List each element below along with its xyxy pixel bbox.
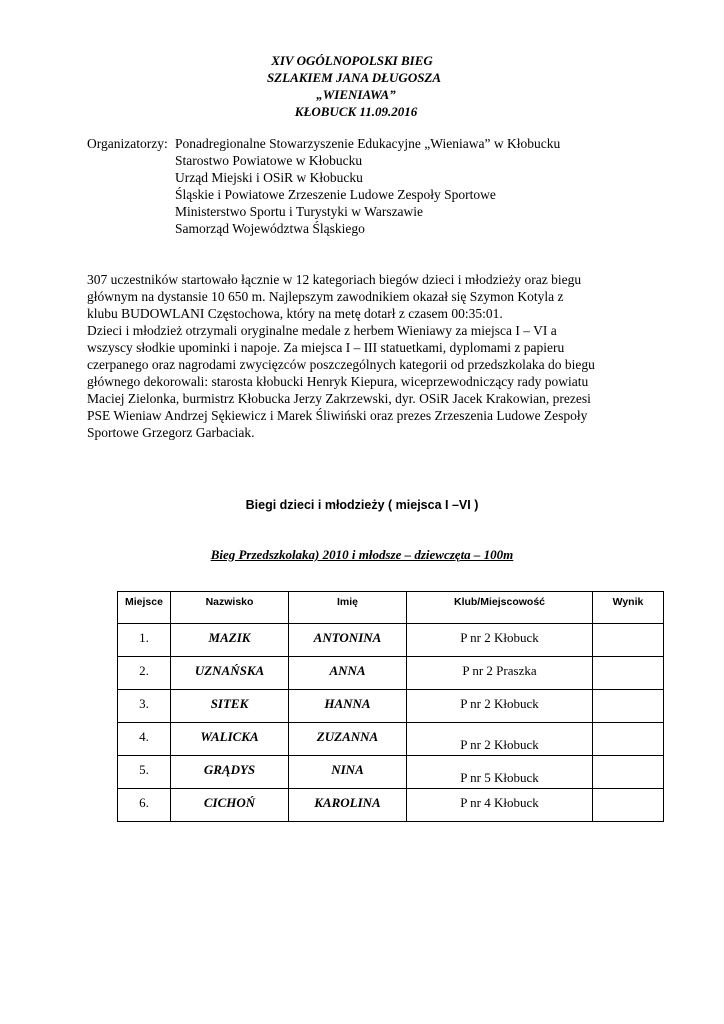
category-title: Bieg Przedszkolaka) 2010 i młodsze – dziewczęta – 100m — [210, 547, 514, 562]
results-table — [117, 591, 664, 822]
organizers-label: Organizatorzy: — [87, 136, 168, 151]
cell-result — [593, 624, 664, 657]
summary-line: PSE Wieniaw Andrzej Sękiewicz i Marek Śliwiński oraz prezes Zrzeszenia Ludowe Zespoły — [87, 408, 588, 423]
header-surname: Nazwisko — [171, 592, 289, 624]
cell-club: P nr 2 Kłobuck — [407, 690, 593, 723]
cell-result — [593, 789, 664, 822]
cell-club: P nr 4 Kłobuck — [407, 789, 593, 822]
organizer-item: Starostwo Powiatowe w Kłobucku — [175, 153, 363, 168]
cell-surname: UZNAŃSKA — [171, 657, 289, 690]
cell-name: HANNA — [289, 690, 407, 723]
cell-club: P nr 5 Kłobuck — [407, 756, 593, 789]
cell-name: NINA — [289, 756, 407, 789]
cell-place: 3. — [118, 690, 171, 723]
cell-club: P nr 2 Kłobuck — [407, 624, 593, 657]
header-club: Klub/Miejscowość — [407, 592, 593, 624]
cell-name: KAROLINA — [289, 789, 407, 822]
summary-line: klubu BUDOWLANI Częstochowa, który na metę dotarł z czasem 00:35:01. — [87, 306, 503, 321]
table-row — [118, 657, 664, 690]
cell-result — [593, 657, 664, 690]
organizers-block — [87, 135, 647, 237]
cell-place: 5. — [118, 756, 171, 789]
organizer-item: Śląskie i Powiatowe Zrzeszenie Ludowe Zespoły Sportowe — [175, 187, 496, 202]
cell-surname: GRĄDYS — [171, 756, 289, 789]
table-row — [118, 756, 664, 789]
doc-title-line-2: SZLAKIEM JANA DŁUGOSZA — [266, 70, 442, 85]
cell-surname: WALICKA — [171, 723, 289, 756]
header-result: Wynik — [593, 592, 664, 624]
organizer-item: Ponadregionalne Stowarzyszenie Edukacyjne „Wieniawa” w Kłobucku — [175, 136, 561, 151]
cell-result — [593, 690, 664, 723]
summary-line: czerpanego oraz nagrodami zwycięzców poszczególnych kategorii od przedszkolaka do biegu — [87, 357, 595, 372]
cell-name: ZUZANNA — [289, 723, 407, 756]
summary-line: wszyscy słodkie upominki i napoje. Za miejsca I – III statuetkami, dyplomami z papieru — [87, 340, 565, 355]
summary-line: Maciej Zielonka, burmistrz Kłobucka Jerzy Zakrzewski, dyr. OSiR Jacek Krakowian, prezesi — [87, 391, 591, 406]
cell-surname: SITEK — [171, 690, 289, 723]
table-row — [118, 789, 664, 822]
organizer-item: Ministerstwo Sportu i Turystyki w Warszawie — [175, 204, 424, 219]
section-title: Biegi dzieci i młodzieży ( miejsca I –VI ) — [245, 498, 479, 512]
cell-result — [593, 723, 664, 756]
table-header-row — [118, 592, 664, 624]
doc-title-line-1: XIV OGÓLNOPOLSKI BIEG — [271, 53, 433, 68]
cell-surname: CICHOŃ — [171, 789, 289, 822]
organizer-item: Samorząd Województwa Śląskiego — [175, 221, 365, 236]
event-date: KŁOBUCK 11.09.2016 — [294, 104, 418, 119]
cell-name: ANNA — [289, 657, 407, 690]
summary-line: Dzieci i młodzież otrzymali oryginalne medale z herbem Wieniawy za miejsca I – VI a — [87, 323, 557, 338]
cell-place: 6. — [118, 789, 171, 822]
table-row — [118, 624, 664, 657]
cell-club: P nr 2 Praszka — [407, 657, 593, 690]
cell-name: ANTONINA — [289, 624, 407, 657]
header-place: Miejsce — [118, 592, 171, 624]
summary-paragraph — [87, 271, 647, 441]
doc-title-line-3: „WIENIAWA” — [316, 87, 396, 102]
header-name: Imię — [289, 592, 407, 624]
table-row — [118, 723, 664, 756]
summary-line: głównym na dystansie 10 650 m. Najlepszym zawodnikiem okazał się Szymon Kotyla z — [87, 289, 564, 304]
summary-line: 307 uczestników startowało łącznie w 12 kategoriach biegów dzieci i młodzieży oraz biegu — [87, 272, 582, 287]
doc-title-line-4 — [0, 103, 718, 120]
cell-surname: MAZIK — [171, 624, 289, 657]
cell-place: 2. — [118, 657, 171, 690]
table-row — [118, 690, 664, 723]
cell-place: 1. — [118, 624, 171, 657]
cell-club: P nr 2 Kłobuck — [407, 723, 593, 756]
organizer-item: Urząd Miejski i OSiR w Kłobucku — [175, 170, 363, 185]
summary-line: Sportowe Grzegorz Garbaciak. — [87, 425, 255, 440]
cell-place: 4. — [118, 723, 171, 756]
summary-line: głównego dekorowali: starosta kłobucki Henryk Kiepura, wiceprzewodniczący rady powiatu — [87, 374, 589, 389]
cell-result — [593, 756, 664, 789]
